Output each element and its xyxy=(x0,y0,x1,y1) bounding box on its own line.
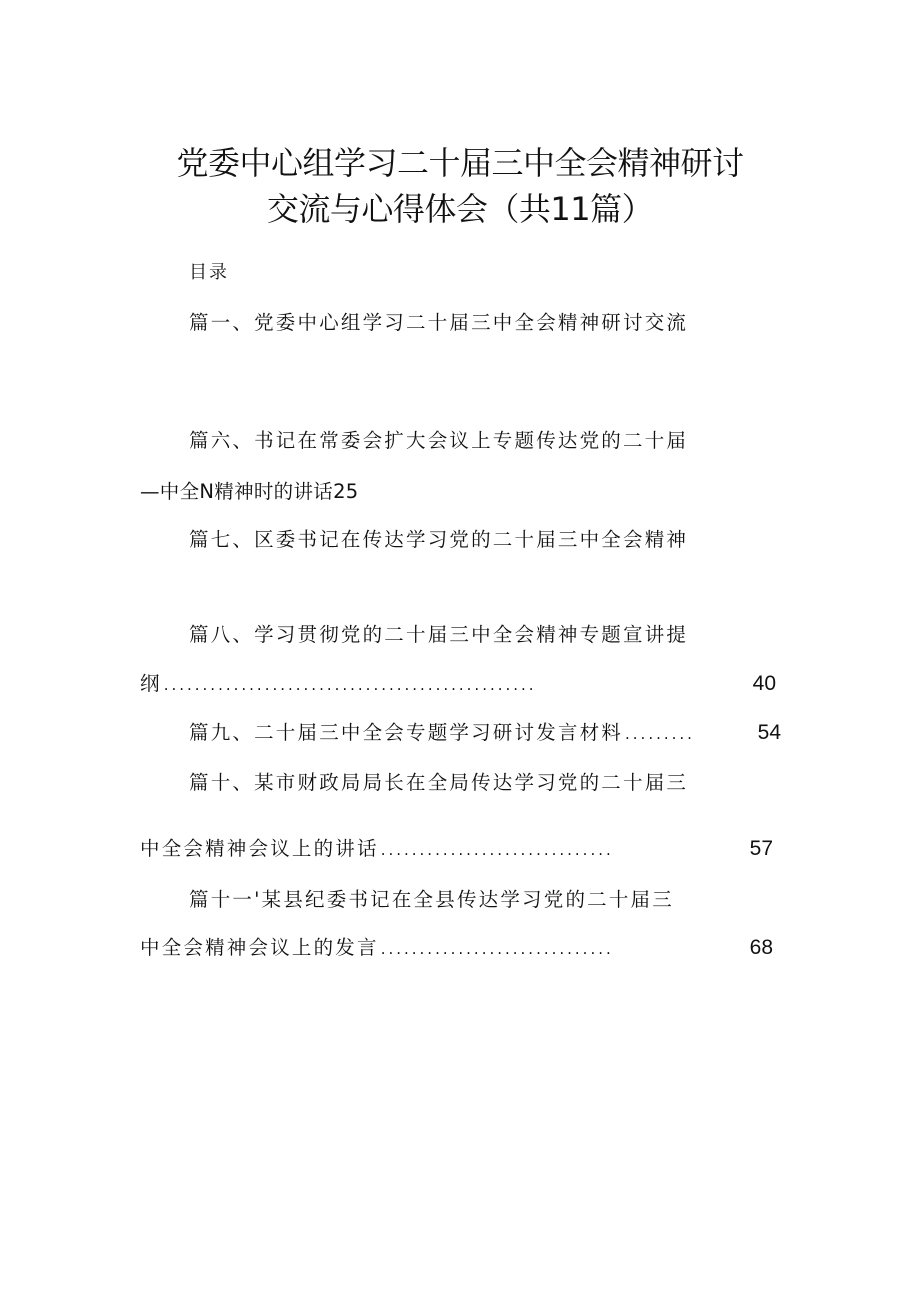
toc-entry-11-continuation-row[interactable] xyxy=(140,932,773,960)
toc-entry-11[interactable]: 篇十一'某县纪委书记在全县传达学习党的二十届三 xyxy=(189,888,674,911)
toc-entry-8[interactable]: 篇八、学习贯彻党的二十届三中全会精神专题宣讲提 xyxy=(189,623,689,646)
toc-entry-11-continuation: 中全会精神会议上的发言 xyxy=(140,936,379,959)
toc-entry-7[interactable]: 篇七、区委书记在传达学习党的二十届三中全会精神 xyxy=(189,528,689,551)
toc-heading: 目录 xyxy=(189,262,229,283)
toc-entry-9[interactable] xyxy=(189,717,781,745)
document-title-line-2: 交流与心得体会（共11篇） xyxy=(266,190,654,228)
toc-entry-10[interactable]: 篇十、某市财政局局长在全局传达学习党的二十届三 xyxy=(189,771,689,794)
toc-entry-6[interactable]: 篇六、书记在常委会扩大会议上专题传达党的二十届 xyxy=(189,429,689,452)
document-title-line-1: 党委中心组学习二十届三中全会精神研讨 xyxy=(176,144,744,182)
toc-entry-11-leader: .............................. xyxy=(380,940,614,958)
toc-entry-1[interactable]: 篇一、党委中心组学习二十届三中全会精神研讨交流 xyxy=(189,311,689,334)
toc-entry-10-page-number: 57 xyxy=(749,837,773,860)
toc-entry-11-page-number: 68 xyxy=(749,936,773,959)
toc-entry-10-leader: .............................. xyxy=(380,841,614,859)
toc-entry-10-continuation-row[interactable] xyxy=(140,833,773,861)
toc-entry-9-text: 篇九、二十届三中全会专题学习研讨发言材料 xyxy=(189,721,624,744)
toc-entry-8-continuation-row[interactable] xyxy=(140,668,776,696)
toc-entry-10-continuation: 中全会精神会议上的讲话 xyxy=(140,837,379,860)
toc-entry-8-page-number: 40 xyxy=(752,672,776,695)
toc-entry-6-continuation[interactable]: —中全N精神时的讲话25 xyxy=(140,480,359,503)
toc-entry-8-leader: ................................................ xyxy=(163,676,537,694)
toc-entry-8-continuation: 纲 xyxy=(140,672,162,695)
toc-entry-9-page-number: 54 xyxy=(757,721,781,744)
toc-entry-9-leader: ......... xyxy=(625,725,695,743)
